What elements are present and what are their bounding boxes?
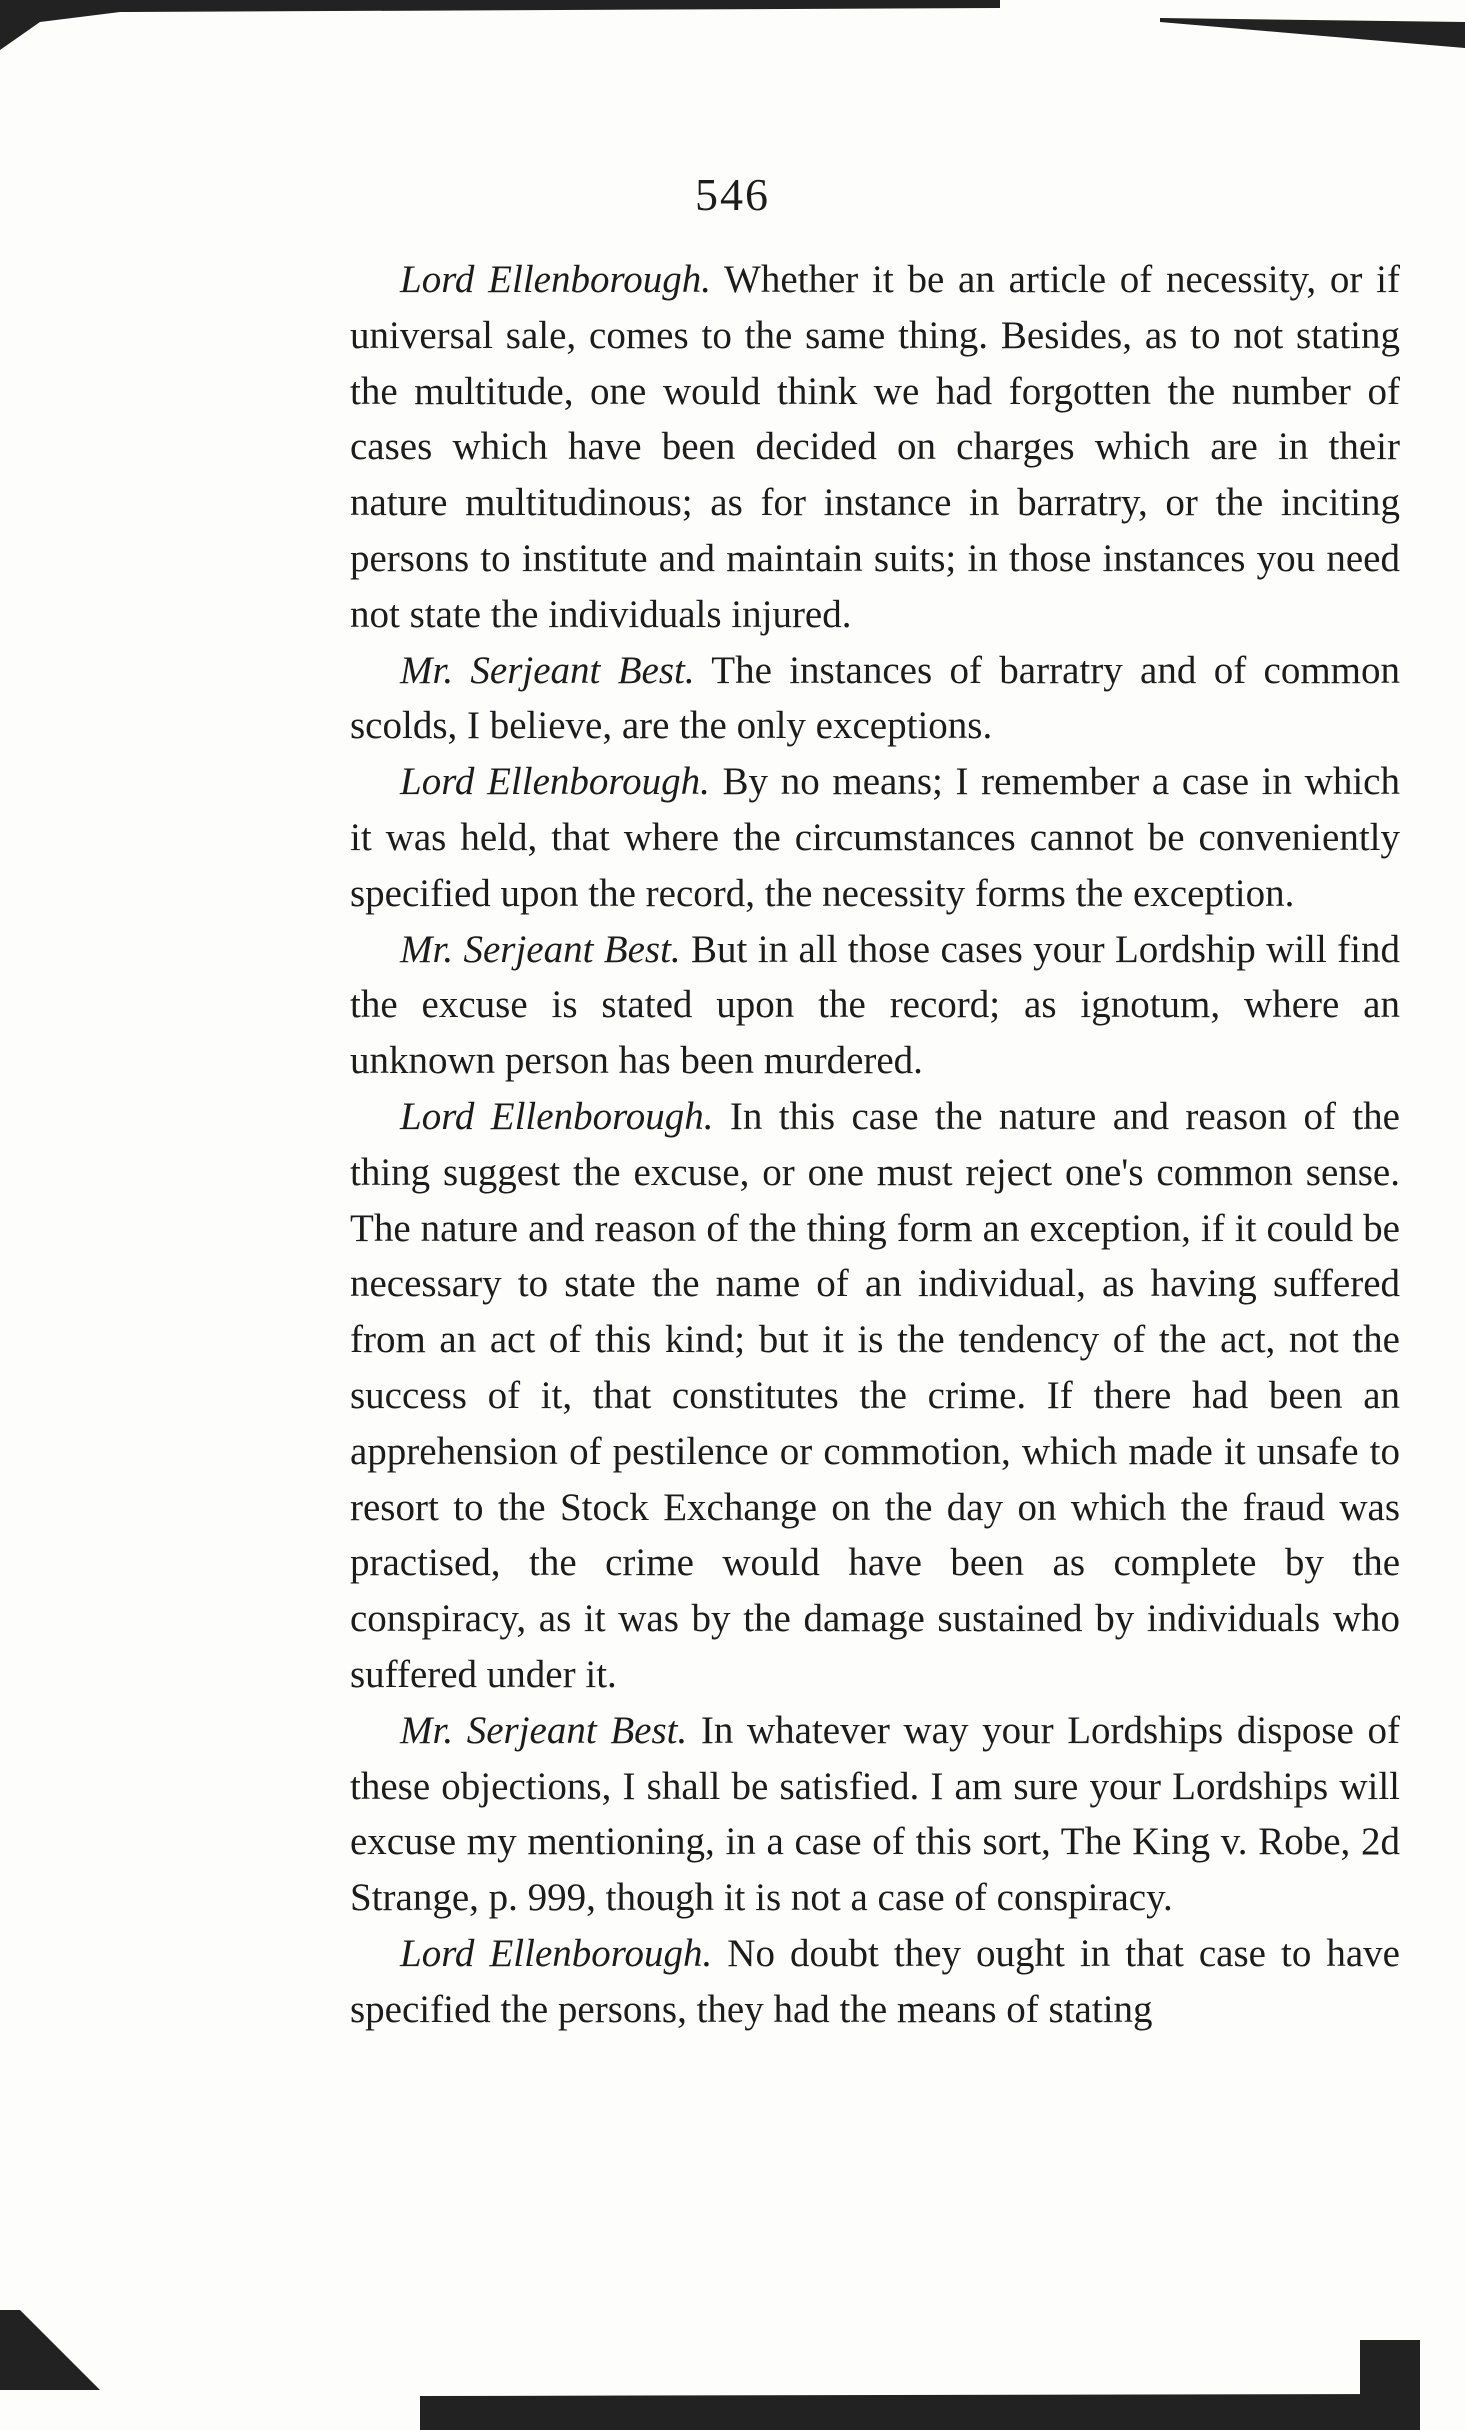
paragraph-7	[350, 1926, 1400, 2038]
speaker-name: Mr. Serjeant Best.	[400, 648, 695, 692]
speech-text: No doubt they ought in that case to have specified the persons, they had the means of stating	[350, 1931, 1400, 2031]
speech-text: The instances of barratry and of common scolds, I believe, are the only exceptions.	[350, 648, 1400, 748]
speech-text: By no means; I remember a case in which it was held, that where the circumstances cannot be conveniently specified upon the record, the necessity forms the exception.	[350, 760, 1400, 915]
page-body	[350, 252, 1400, 2038]
paragraph-4	[350, 922, 1400, 1089]
speaker-name: Mr. Serjeant Best.	[400, 927, 681, 971]
paragraph-3	[350, 754, 1400, 921]
paragraph-5	[350, 1089, 1400, 1703]
speaker-name: Lord Ellenborough.	[400, 760, 710, 804]
paragraph-1	[350, 252, 1400, 643]
speech-text: But in all those cases your Lordship will find the excuse is stated upon the record; as ignotum, where an unknown person has been murdered.	[350, 927, 1400, 1083]
speaker-name: Lord Ellenborough.	[400, 1094, 714, 1138]
scan-edge-bottom	[0, 2300, 1465, 2430]
scan-edge-top	[0, 0, 1465, 70]
speech-text: Whether it be an article of necessity, or if universal sale, comes to the same thing. Besides, as to not stating the multitude, one would think we had forgotten the number of cases which have been decided on charges which are in their nature multitudinous; as for instance in barratry, or the inciting persons to institute and maintain suits; in those instances you need not state the individuals injured.	[350, 258, 1400, 636]
speaker-name: Lord Ellenborough.	[400, 1931, 713, 1975]
paragraph-2	[350, 643, 1400, 755]
page-number: 546	[695, 169, 770, 220]
speaker-name: Lord Ellenborough.	[400, 258, 711, 301]
speech-text: In this case the nature and reason of the thing suggest the excuse, or one must reject one's common sense. The nature and reason of the thing form an exception, if it could be necessary to state the name of an individual, as having suffered from an act of this kind; but it is the tendency of the act, not the success of it, that constitutes the crime. If there had been an apprehension of pestilence or commotion, which made it unsafe to resort to the Stock Exchange on the day on which the fraud was practised, the crime would have been as complete by the conspiracy, as it was by the damage sustained by individuals who suffered under it.	[350, 1094, 1400, 1696]
speaker-name: Mr. Serjeant Best.	[400, 1708, 688, 1752]
paragraph-6	[350, 1703, 1400, 1926]
speech-text: In whatever way your Lordships dispose of these objections, I shall be satisfied. I am sure your Lordships will excuse my mentioning, in a case of this sort, The King v. Robe, 2d Strange, p. 999, though it is not a case of conspiracy.	[350, 1708, 1400, 1920]
